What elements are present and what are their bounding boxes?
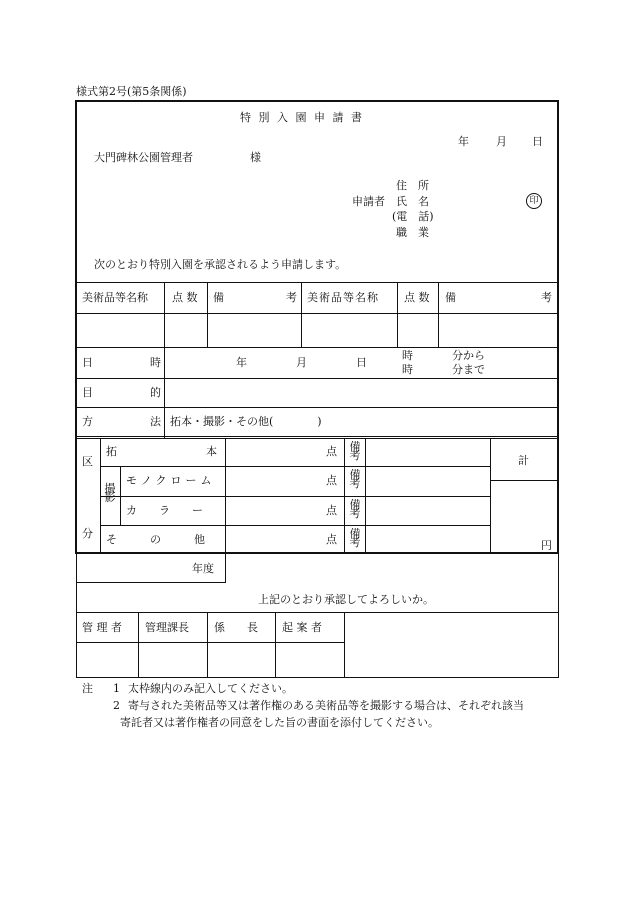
applicant-phone[interactable]: (電 話): [392, 210, 434, 223]
hour-to[interactable]: 時: [402, 363, 413, 376]
item-other-remark: 備考: [349, 527, 361, 549]
category-label-top: 区: [82, 455, 93, 468]
item-mono-unit[interactable]: 点: [326, 474, 337, 487]
currency-unit: 円: [541, 539, 552, 552]
approval-text: 上記のとおり承認してよろしいか。: [258, 593, 434, 606]
purpose-label-b: 的: [150, 386, 161, 399]
note-2-num: 2: [113, 699, 120, 712]
photo-label: 撮影: [104, 482, 116, 504]
approver-manager: 管 理 者: [82, 621, 122, 634]
date-year[interactable]: 年: [458, 135, 469, 148]
col-count-2: 点 数: [404, 291, 430, 304]
addressee: 大門碑林公園管理者: [94, 151, 193, 164]
minute-from[interactable]: 分から: [452, 349, 485, 362]
minute-to[interactable]: 分まで: [452, 363, 485, 376]
datetime-label-b: 時: [150, 356, 161, 369]
col-art-name-2: 美術品等名称: [307, 291, 379, 304]
applicant-occupation[interactable]: 職 業: [396, 226, 429, 239]
note-1-num: 1: [113, 682, 120, 695]
applicant-label: 申請者: [352, 195, 385, 208]
col-remark-2b: 考: [541, 291, 552, 304]
datetime-label-a: 日: [82, 356, 93, 369]
applicant-address[interactable]: 住 所: [396, 179, 429, 192]
item-mono-remark: 備考: [349, 468, 361, 490]
total-label: 計: [518, 454, 529, 467]
item-color-remark: 備考: [349, 498, 361, 520]
applicant-name[interactable]: 氏 名: [396, 195, 429, 208]
col-count-1: 点 数: [172, 291, 198, 304]
purpose-label-a: 目: [82, 386, 93, 399]
note-1-text: 太枠線内のみ記入してください。: [128, 682, 293, 695]
method-options[interactable]: 拓本・撮影・その他( ): [170, 415, 322, 428]
date-month[interactable]: 月: [496, 135, 507, 148]
col-remark-1b: 考: [286, 291, 297, 304]
visit-month[interactable]: 月: [296, 356, 307, 369]
visit-day[interactable]: 日: [356, 356, 367, 369]
visit-year[interactable]: 年: [236, 356, 247, 369]
col-art-name-1: 美術品等名称: [82, 291, 148, 304]
honorific: 様: [250, 151, 261, 164]
item-color-unit[interactable]: 点: [326, 504, 337, 517]
item-other-unit[interactable]: 点: [326, 533, 337, 546]
item-rubbing-unit[interactable]: 点: [326, 445, 337, 458]
category-label-bottom: 分: [82, 527, 93, 540]
hour-from[interactable]: 時: [402, 349, 413, 362]
col-remark-2a: 備: [445, 291, 456, 304]
item-color: カ ラ ー: [126, 504, 203, 517]
note-2-continuation: 寄託者又は著作権者の同意をした旨の書面を添付してください。: [120, 716, 439, 729]
item-other: そ の 他: [106, 533, 205, 546]
date-day[interactable]: 日: [532, 135, 543, 148]
col-remark-1a: 備: [213, 291, 224, 304]
approver-drafter: 起 案 者: [282, 621, 322, 634]
item-rubbing-b: 本: [206, 445, 217, 458]
item-mono: モノクローム: [126, 474, 216, 487]
form-label: 様式第2号(第5条関係): [76, 85, 187, 98]
method-label-a: 方: [82, 415, 93, 428]
notes-label: 注: [82, 682, 93, 695]
form-title: 特 別 入 園 申 請 書: [240, 111, 364, 124]
fiscal-year: 年度: [192, 562, 214, 575]
item-rubbing-remark: 備考: [349, 440, 361, 462]
approver-chief: 係 長: [214, 621, 258, 634]
seal-icon: 印: [526, 193, 542, 209]
item-rubbing-a: 拓: [106, 445, 117, 458]
note-2-text: 寄与された美術品等又は著作権のある美術品等を撮影する場合は、それぞれ該当: [128, 699, 524, 712]
request-text: 次のとおり特別入園を承認されるよう申請します。: [94, 258, 347, 271]
approver-section-chief: 管理課長: [145, 621, 189, 634]
method-label-b: 法: [150, 415, 161, 428]
